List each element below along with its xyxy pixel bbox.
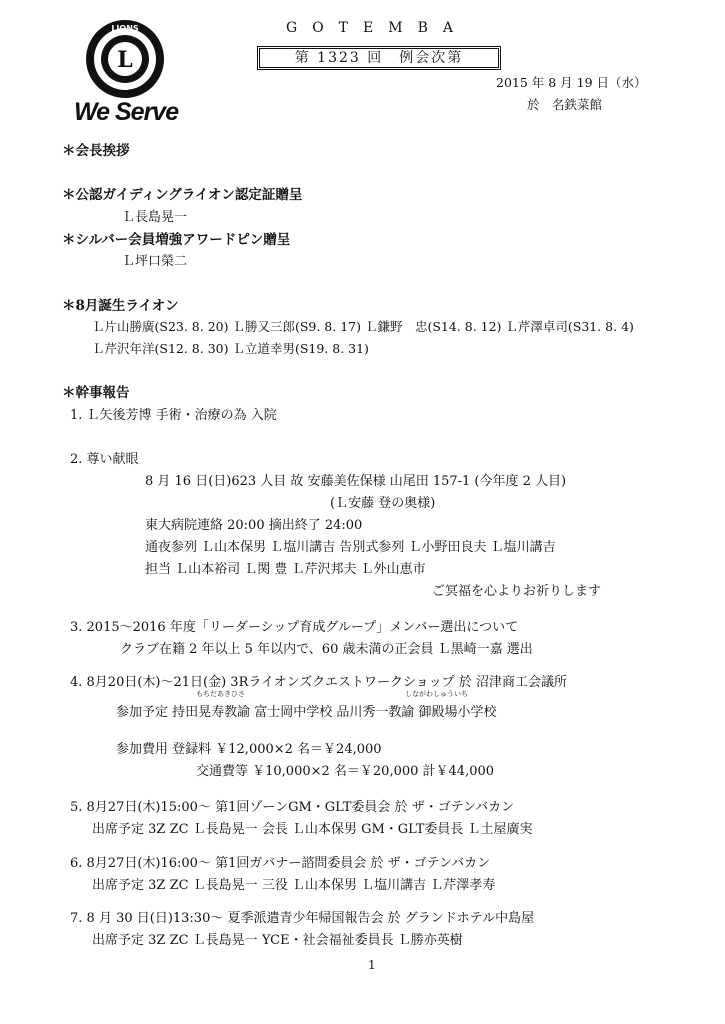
silver-person: Ｌ坪口榮二 (122, 254, 188, 269)
report-item-2-line: (Ｌ安藤 登の奥様) (330, 496, 436, 511)
report-item-2-line: 東大病院連絡 20:00 摘出終了 24:00 (145, 518, 363, 533)
report-item-4-heading: 4. 8月20日(木)～21日(金) 3Rライオンズクエストワークショップ 於 沼津商工会議所 (70, 675, 567, 690)
report-item-7-line: 出席予定 3Z ZC Ｌ長島晃一 YCE・社会福祉委員長 Ｌ勝亦英樹 (92, 933, 463, 948)
report-item-3-heading: 3. 2015～2016 年度「リーダーシップ育成グループ」メンバー選出について (70, 620, 519, 635)
meeting-title-box (257, 46, 501, 70)
report-item-2-heading: 2. 尊い献眼 (70, 452, 139, 467)
birthday-list-line-1: Ｌ片山勝廣(S23. 8. 20) Ｌ勝又三郎(S9. 8. 17) Ｌ鎌野 忠(S14. 8. 12) Ｌ芹澤卓司(S31. 8. 4) (92, 319, 634, 334)
report-item-2-line: ご冥福を心よりお祈りします (432, 584, 602, 599)
we-serve-logo-text: We Serve (74, 98, 179, 126)
greeting-heading: ＊会長挨拶 (62, 143, 130, 159)
report-item-4-line: 交通費等 ￥10,000×2 名＝￥20,000 計￥44,000 (196, 764, 495, 779)
meeting-venue: 於 名鉄菜館 (527, 97, 603, 112)
club-name: GOTEMBA (286, 20, 468, 36)
report-item-4-line: 参加予定 持田晃寿教諭 富士岡中学校 品川秀一教諭 御殿場小学校 (116, 705, 497, 720)
page-number: 1 (368, 958, 376, 972)
furigana: もちだあきひさ (196, 690, 245, 698)
report-item-4-line: 参加費用 登録料 ￥12,000×2 名＝￥24,000 (116, 742, 382, 757)
report-item-2-line: 担当 Ｌ山本裕司 Ｌ関 豊 Ｌ芹沢邦夫 Ｌ外山恵市 (145, 562, 426, 577)
silver-heading: ＊シルバー会員増強アワードピン贈呈 (62, 232, 291, 248)
report-item-6-line: 出席予定 3Z ZC Ｌ長島晃一 三役 Ｌ山本保男 Ｌ塩川講吉 Ｌ芹澤孝寿 (92, 878, 496, 893)
meeting-date: 2015 年 8 月 19 日（水） (496, 75, 647, 90)
report-item-3-line: クラブ在籍 2 年以上 5 年以内で、60 歳未満の正会員 Ｌ黒崎一嘉 選出 (120, 642, 533, 657)
report-item-5-heading: 5. 8月27日(木)15:00～ 第1回ゾーンGM・GLT委員会 於 ザ・ゴテンバカン (70, 800, 515, 815)
meeting-title: 第 1323 回 例会次第 (259, 48, 499, 68)
lions-logo (70, 18, 180, 130)
report-item-1: 1. Ｌ矢後芳博 手術・治療の為 入院 (70, 408, 277, 423)
report-item-2-line: 通夜参列 Ｌ山本保男 Ｌ塩川講吉 告別式参列 Ｌ小野田良夫 Ｌ塩川講吉 (145, 540, 556, 555)
emblem-letter: L (117, 47, 133, 73)
report-heading: ＊幹事報告 (62, 385, 130, 401)
guiding-heading: ＊公認ガイディングライオン認定証贈呈 (62, 187, 303, 203)
report-item-5-line: 出席予定 3Z ZC Ｌ長島晃一 会長 Ｌ山本保男 GM・GLT委員長 Ｌ土屋廣実 (92, 822, 533, 837)
report-item-6-heading: 6. 8月27日(木)16:00～ 第1回ガバナー諮問委員会 於 ザ・ゴテンバカン (70, 856, 491, 871)
birthday-heading: ＊8月誕生ライオン (62, 298, 179, 314)
report-item-2-line: 8 月 16 日(日)623 人目 故 安藤美佐保様 山尾田 157-1 (今年度 2 人目) (145, 474, 567, 489)
furigana: しながわしゅういち (405, 690, 468, 698)
birthday-list-line-2: Ｌ芹沢年洋(S12. 8. 30) Ｌ立道幸男(S19. 8. 31) (92, 341, 369, 356)
emblem-lions-text: LIONS (111, 24, 139, 33)
report-item-7-heading: 7. 8 月 30 日(日)13:30～ 夏季派遣青少年帰国報告会 於 グランドホテル中島屋 (70, 911, 535, 926)
guiding-person: Ｌ長島晃一 (122, 210, 188, 225)
lions-club-emblem-icon (84, 18, 166, 100)
